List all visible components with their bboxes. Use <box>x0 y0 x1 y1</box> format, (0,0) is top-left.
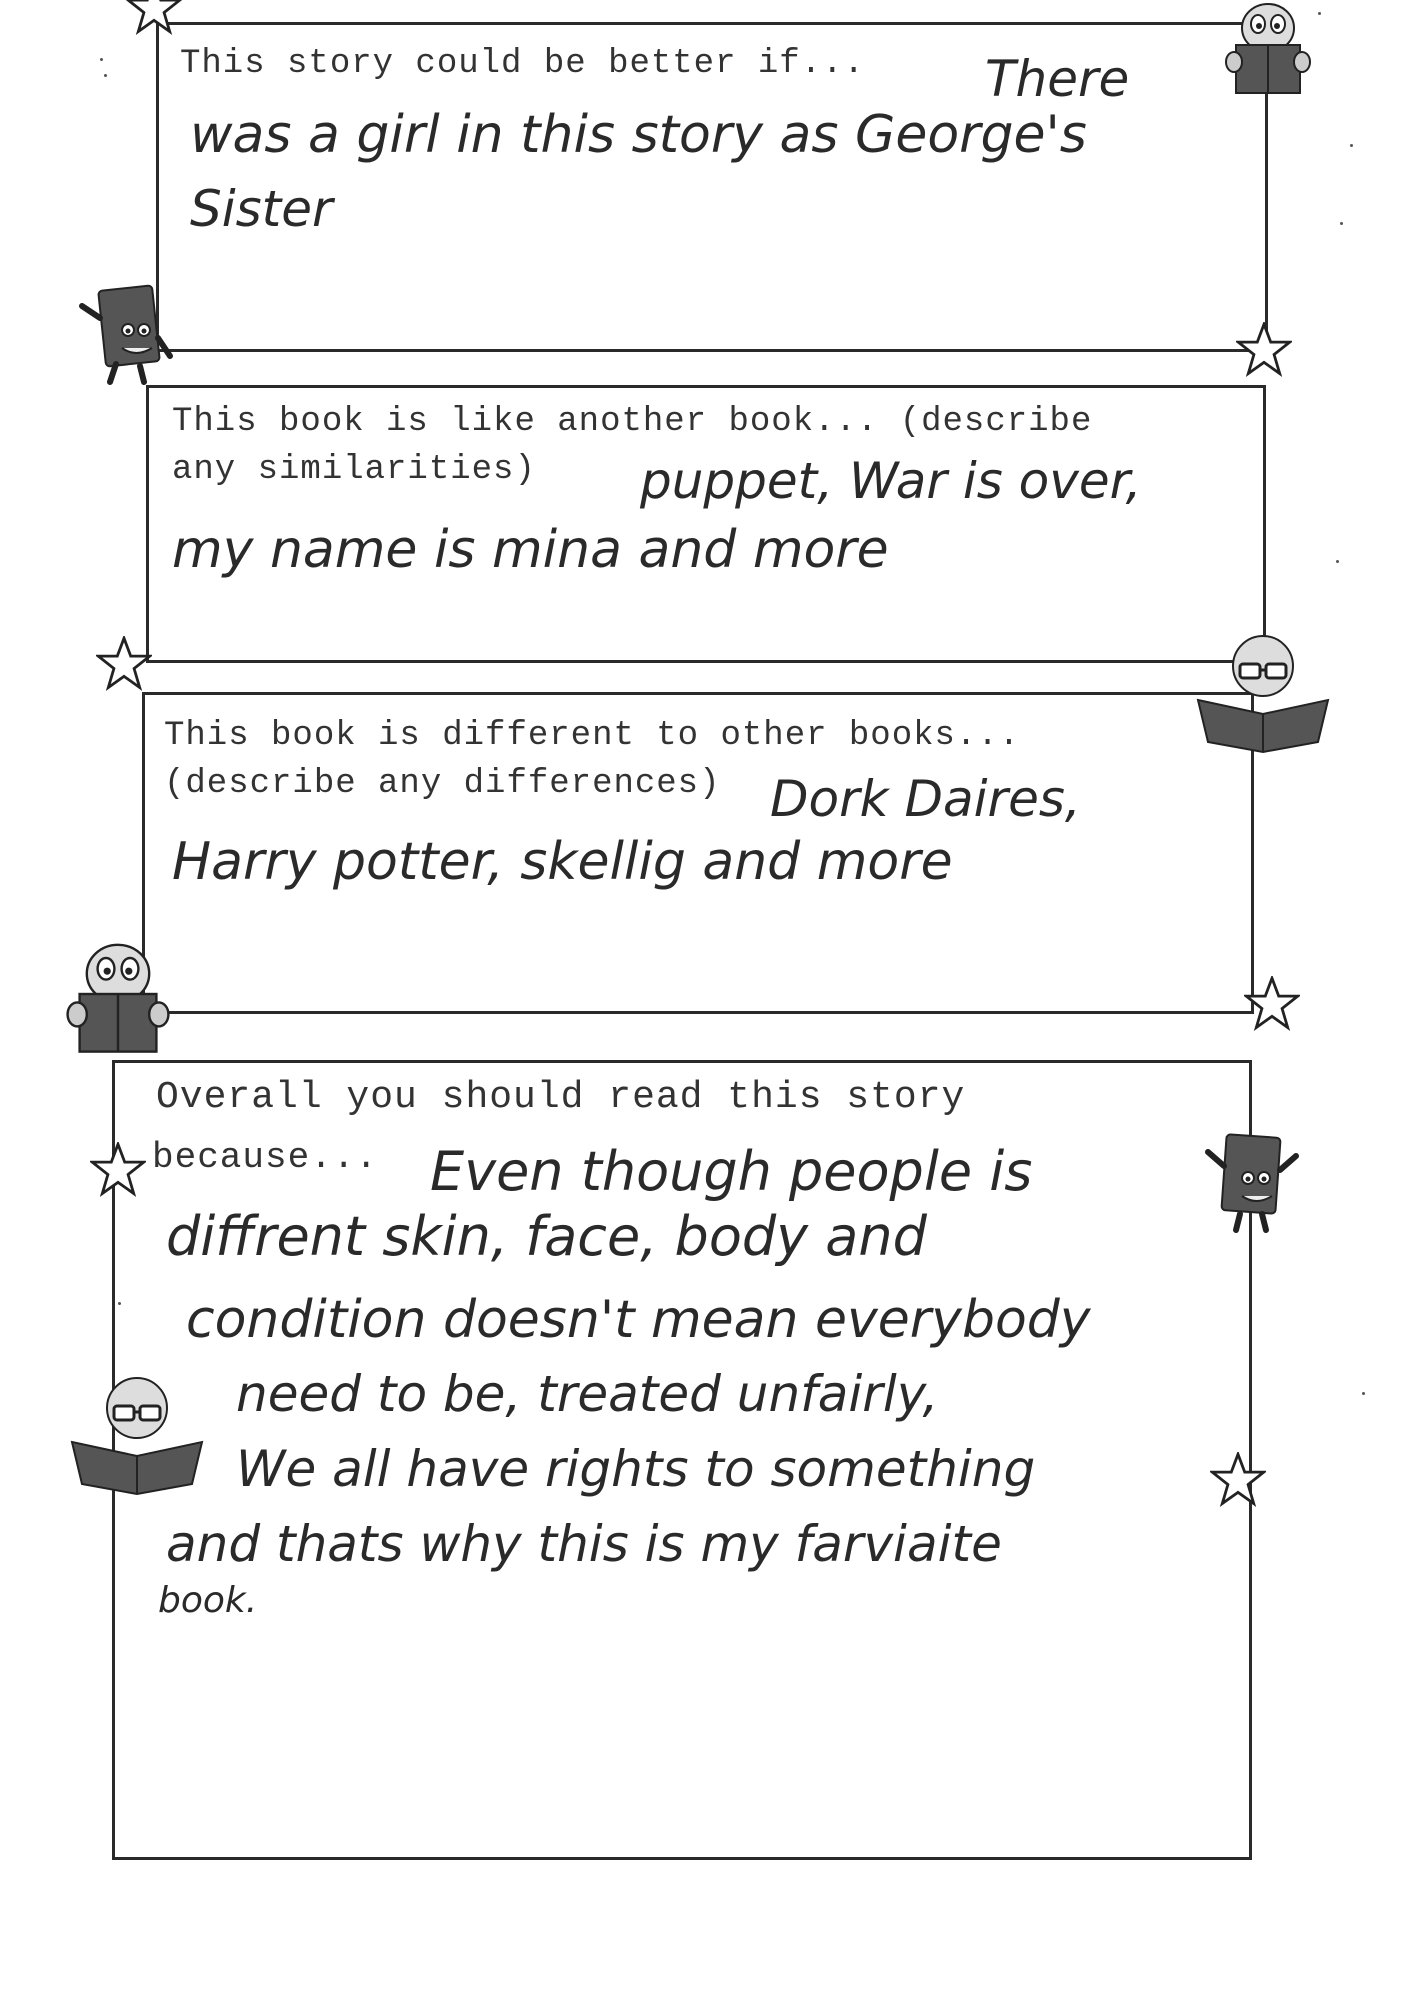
book-mascot-icon <box>1196 1126 1306 1236</box>
prompt-better: This story could be better if... <box>180 45 865 83</box>
answer-overall-line-3: condition doesn't mean everybody <box>186 1290 1091 1350</box>
scan-speck <box>1350 144 1353 147</box>
answer-similar-line-1: puppet, War is over, <box>640 452 1142 510</box>
star-icon <box>1236 322 1292 378</box>
prompt-similar-line-1: This book is like another book... (describe <box>172 403 1093 441</box>
reader-mascot-icon <box>58 940 178 1060</box>
answer-overall-line-4: need to be, treated unfairly, <box>236 1365 939 1423</box>
book-mascot-icon <box>70 278 180 388</box>
scan-speck <box>1362 1392 1365 1395</box>
answer-overall-line-2: diffrent skin, face, body and <box>166 1205 927 1268</box>
star-icon <box>1210 1452 1266 1508</box>
answer-overall-line-7: book. <box>158 1580 258 1621</box>
star-icon <box>90 1142 146 1198</box>
scan-speck <box>100 58 103 61</box>
prompt-similar-line-2: any similarities) <box>172 451 536 489</box>
answer-overall-line-6: and thats why this is my farviaite <box>166 1515 1002 1573</box>
glasses-reader-mascot-icon <box>1188 630 1338 760</box>
scan-speck <box>104 74 107 77</box>
prompt-overall-line-1: Overall you should read this story <box>156 1076 966 1119</box>
answer-better-line-3: Sister <box>190 180 333 238</box>
scan-speck <box>118 1302 121 1305</box>
star-icon <box>96 636 152 692</box>
scan-speck <box>1336 560 1339 563</box>
prompt-different-line-1: This book is different to other books... <box>164 717 1021 755</box>
scan-speck <box>1318 12 1321 15</box>
scan-speck <box>1340 222 1343 225</box>
answer-overall-line-1: Even though people is <box>430 1140 1033 1203</box>
reader-mascot-icon <box>1218 0 1318 100</box>
answer-better-line-2: was a girl in this story as George's <box>190 105 1087 165</box>
answer-different-line-2: Harry potter, skellig and more <box>172 832 953 892</box>
answer-overall-line-5: We all have rights to something <box>236 1440 1036 1498</box>
answer-better-line-1: There <box>985 50 1130 108</box>
star-icon <box>126 0 182 36</box>
glasses-reader-mascot-icon <box>62 1372 212 1502</box>
star-icon <box>1244 976 1300 1032</box>
answer-different-line-1: Dork Daires, <box>770 770 1081 828</box>
answer-similar-line-2: my name is mina and more <box>172 520 889 580</box>
prompt-different-line-2: (describe any differences) <box>164 765 721 803</box>
prompt-overall-line-2: because... <box>152 1137 379 1178</box>
